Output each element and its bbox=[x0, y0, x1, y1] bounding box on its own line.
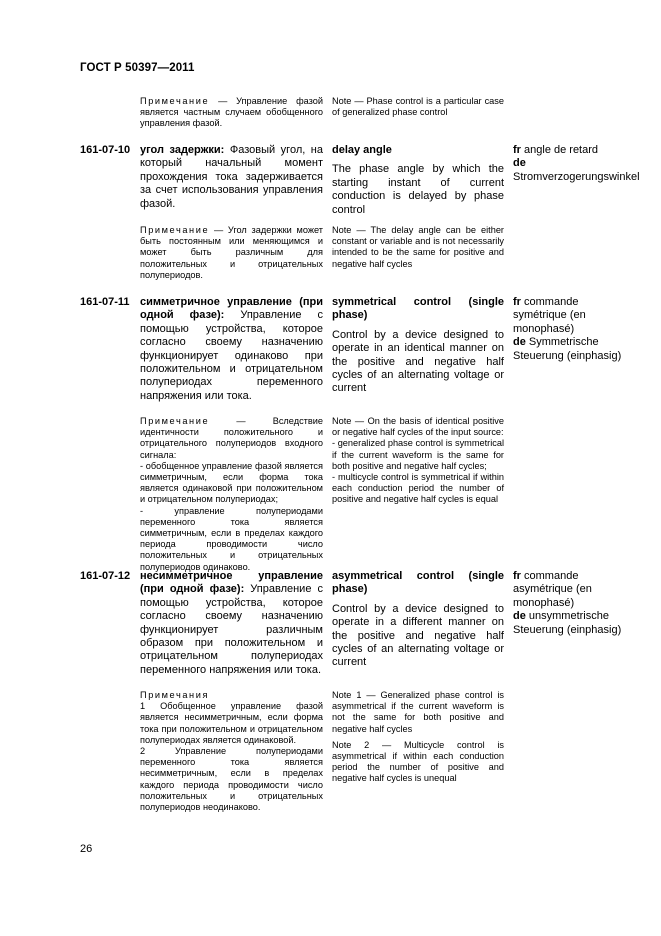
note-item: 1 Обобщенное управление фазой является несимметричным, если форма тока при положительном и отрицательном полупериодах является одинаковой. bbox=[140, 701, 323, 745]
page-number: 26 bbox=[80, 843, 93, 855]
de-term: Symmetrische Steuerung (einphasig) bbox=[513, 336, 622, 362]
de-label: de bbox=[513, 610, 526, 623]
entry-code: 161-07-11 bbox=[80, 296, 130, 308]
fr-term: commande symétrique (en monophasé) bbox=[513, 296, 586, 335]
entry-ru-definition bbox=[140, 570, 323, 677]
note-text: — Вследствие идентичности положительного и отрицательного полупериодов входного сигнала: bbox=[140, 416, 323, 460]
de-label: de bbox=[513, 336, 526, 349]
ru-def: Управление с помощью устройства, которое согласно своему назначению функционирует одинаково при положительном и отрицательном полупериодах переменного напряжения или тока. bbox=[140, 309, 324, 402]
top-note-ru bbox=[140, 96, 323, 130]
document-header: ГОСТ Р 50397—2011 bbox=[80, 62, 195, 74]
note-item: - generalized phase control is symmetrical if the current waveform is the same for both positive and negative half cycles; bbox=[332, 438, 504, 471]
note-item: - multicycle control is symmetrical if within each conduction period the number of positive and negative half cycles is equal bbox=[332, 472, 504, 505]
en-def: The phase angle by which the starting instant of current conduction is delayed by phase control bbox=[332, 163, 504, 216]
fr-label: fr bbox=[513, 570, 521, 582]
entry-ru-definition bbox=[140, 296, 323, 403]
entry-note-ru bbox=[140, 225, 323, 281]
entry-ru-definition bbox=[140, 144, 323, 211]
en-term: asymmetrical control (single phase) bbox=[332, 570, 504, 596]
fr-term: commande asymétrique (en monophasé) bbox=[513, 570, 592, 609]
entry-fr-de bbox=[513, 296, 633, 363]
entry-code: 161-07-10 bbox=[80, 144, 131, 156]
fr-label: fr bbox=[513, 296, 521, 308]
note-label: Примечание bbox=[140, 96, 210, 106]
entry-note-ru bbox=[140, 690, 323, 813]
entry-note-ru bbox=[140, 416, 323, 573]
ru-term: несимметричное управление (при одной фазе): bbox=[140, 570, 323, 596]
fr-label: fr bbox=[513, 144, 521, 156]
note-item: - обобщенное управление фазой является симметричным, если форма тока является одинаковой при положительном и отрицательном полупериодах; bbox=[140, 460, 323, 505]
note-label: Примечания bbox=[140, 690, 210, 700]
note-item: Note 1 — Generalized phase control is asymmetrical if the current waveform is not the same for both positive and negative half cycles bbox=[332, 690, 504, 734]
note-label: Примечание bbox=[140, 416, 210, 426]
entry-note-en bbox=[332, 416, 504, 506]
note-text: — Управление фазой является частным случаем обобщенного управления фазой. bbox=[140, 96, 323, 129]
ru-def: Фазовый угол, на который начальный момент прохождения тока задерживается за счет использования управления фазой. bbox=[140, 144, 324, 210]
ru-def: Управление с помощью устройства, которое согласно своему назначению функционирует различным образом при положительном и отрицательном полупериодах переменного напряжения или тока. bbox=[140, 583, 323, 676]
top-note-en: Note — Phase control is a particular case of generalized phase control bbox=[332, 96, 504, 118]
note-text: Note — On the basis of identical positive or negative half cycles of the input source: bbox=[332, 416, 504, 438]
entry-en-definition bbox=[332, 296, 504, 396]
entry-en-definition bbox=[332, 144, 504, 217]
note-label: Примечание bbox=[140, 225, 210, 235]
entry-note-en bbox=[332, 690, 504, 785]
en-term: symmetrical control (single phase) bbox=[332, 296, 504, 322]
entry-fr-de bbox=[513, 570, 633, 637]
en-term: delay angle bbox=[332, 144, 392, 156]
de-term: Stromverzogerungswinkel bbox=[513, 170, 640, 183]
note-text: — Угол задержки может быть постоянным или меняющимся и может быть различным для положительных и отрицательных полупериодов. bbox=[140, 225, 323, 280]
note-item: Note 2 — Multicycle control is asymmetrical if within each conduction period the number of positive and negative half cycles is unequal bbox=[332, 739, 504, 784]
de-label: de bbox=[513, 157, 526, 170]
fr-term: angle de retard bbox=[524, 144, 599, 156]
entry-note-en: Note — The delay angle can be either constant or variable and is not necessarily intended to be the same for positive and negative half cycles bbox=[332, 225, 504, 269]
en-def: Control by a device designed to operate in a different manner on the positive and negative half cycles of an alternating voltage or current bbox=[332, 602, 504, 669]
en-def: Control by a device designed to operate in an identical manner on the positive and negative half cycles of an alternating voltage or current bbox=[332, 328, 504, 395]
note-item: 2 Управление полупериодами переменного тока является несимметричным, если в пределах каждого периода проводимости число положительных и отрицательных полупериодов неодинаково. bbox=[140, 746, 323, 813]
ru-term: симметричное управление (при одной фазе): bbox=[140, 296, 323, 322]
ru-term: угол задержки: bbox=[140, 144, 225, 156]
note-item: - управление полупериодами переменного тока является симметричным, если в пределах каждого периода проводимости число положительных и отрицательных полупериодов одинаково. bbox=[140, 505, 323, 572]
entry-fr-de bbox=[513, 144, 640, 184]
de-term: unsymmetrische Steuerung (einphasig) bbox=[513, 610, 622, 636]
entry-en-definition bbox=[332, 570, 504, 670]
entry-code: 161-07-12 bbox=[80, 570, 131, 582]
